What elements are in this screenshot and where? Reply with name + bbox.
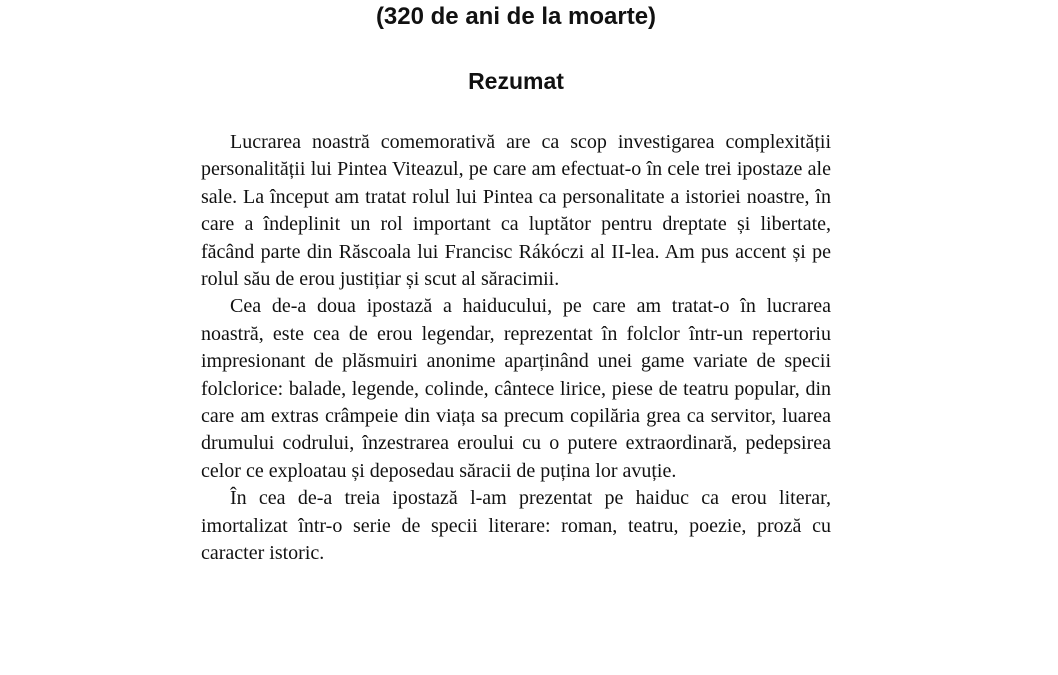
abstract-paragraph-3: În cea de-a treia ipostază l-am prezentat pe haiduc ca erou literar, imortalizat într-o serie de specii literare: roman, teatru, poezie, proză cu caracter istoric. [201,487,831,565]
abstract-paragraph-2: Cea de-a doua ipostază a haiducului, pe care am tratat-o în lucrarea noastră, este cea de erou legendar, reprezentat în folclor într-un repertoriu impresionant de plăsmuiri anonime aparținând unei game variate de specii folclorice: balade, legende, colinde, cântece lirice, piese de teatru popular, din care am extras crâmpeie din viața sa precum copilăria grea ca servitor, luarea drumului codrului, înzestrarea eroului cu o putere extraordinară, pedepsirea celor ce exploatau și deposedau săracii de puțina lor avuție. [201,295,831,482]
abstract-body [201,129,831,568]
document-subtitle: (320 de ani de la moarte) [375,3,657,30]
section-heading-rezumat: Rezumat [468,68,564,94]
abstract-paragraph-1: Lucrarea noastră comemorativă are ca scop investigarea complexității personalității lui Pintea Viteazul, pe care am efectuat-o în cele trei ipostaze ale sale. La început am tratat rolul lui Pintea ca personalitate a istoriei noastre, în care a îndeplinit un rol important ca luptător pentru dreptate și libertate, făcând parte din Răscoala lui Francisc Rákóczi al II-lea. Am pus accent și pe rolul său de erou justițiar și scut al săracimii. [201,131,831,291]
